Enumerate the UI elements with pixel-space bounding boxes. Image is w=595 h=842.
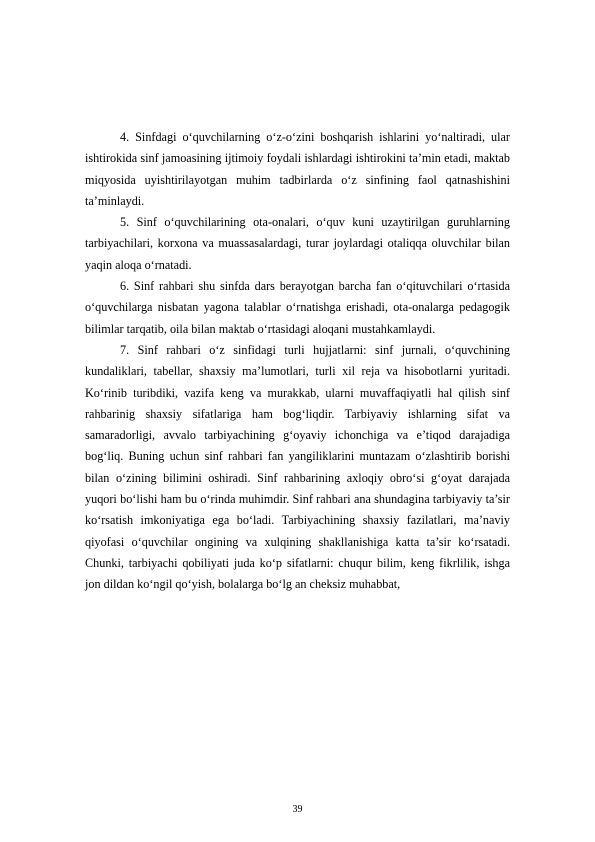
paragraph-item-6: 6. Sinf rahbari shu sinfda dars berayotgan barcha fan o‘qituvchilari o‘rtasida o‘quvchilarga nisbatan yagona talablar o‘rnatishga erishadi, ota-onalarga pedagogik bilimlar tarqatib, oila bilan maktab o‘rtasidagi aloqani mustahkamlaydi. xyxy=(85,279,510,336)
paragraph-item-7: 7. Sinf rahbari o‘z sinfidagi turli hujjatlarni: sinf jurnali, o‘quvchining kundaliklari, tabellar, shaxsiy ma’lumotlari, turli xil reja va hisobotlarni yuritadi. Ko‘rinib turibdiki, vazifa keng va murakkab, ularni muvaffaqiyatli hal qilish sinf rahbarinig shaxsiy sifatlariga ham bog‘liqdir. Tarbiyaviy ishlarning sifat va samaradorligi, avvalo tarbiyachining g‘oyaviy ichonchiga va e’tiqod darajadiga bog‘liq. Buning uchun sinf rahbari fan yangiliklarini muntazam o‘zlashtirib borishi bilan o‘zining bilimini oshiradi. Sinf rahbarining axloqiy obro‘si g‘oyat darajada yuqori bo‘lishi ham bu o‘rinda muhimdir. Sinf rahbari ana shundagina tarbiyaviy ta’sir ko‘rsatish imkoniyatiga ega bo‘ladi. Tarbiyachining shaxsiy fazilatlari, ma’naviy qiyofasi o‘quvchilar ongining va xulqining shakllanishiga katta ta’sir ko‘rsatadi. Chunki, tarbiyachi qobiliyati juda ko‘p sifatlarni: chuqur bilim, keng fikrlilik, ishga jon dildan ko‘ngil qo‘yish, bolalarga bo‘lg an cheksiz muhabbat, xyxy=(85,342,510,592)
body-text xyxy=(85,127,510,596)
paragraph-item-5: 5. Sinf o‘quvchilarining ota-onalari, o‘quv kuni uzaytirilgan guruhlarning tarbiyachilari, korxona va muassasalardagi, turar joylardagi otaliqqa oluvchilar bilan yaqin aloqa o‘rnatadi. xyxy=(85,215,510,272)
paragraph-item-4: 4. Sinfdagi o‘quvchilarning o‘z-o‘zini boshqarish ishlarini yo‘naltiradi, ular ishtirokida sinf jamoasining ijtimoiy foydali ishlardagi ishtirokini ta’min etadi, maktab miqyosida uyishtirilayotgan muhim tadbirlarda o‘z sinfining faol qatnashishini ta’minlaydi. xyxy=(85,130,510,208)
page-number: 39 xyxy=(292,804,303,815)
